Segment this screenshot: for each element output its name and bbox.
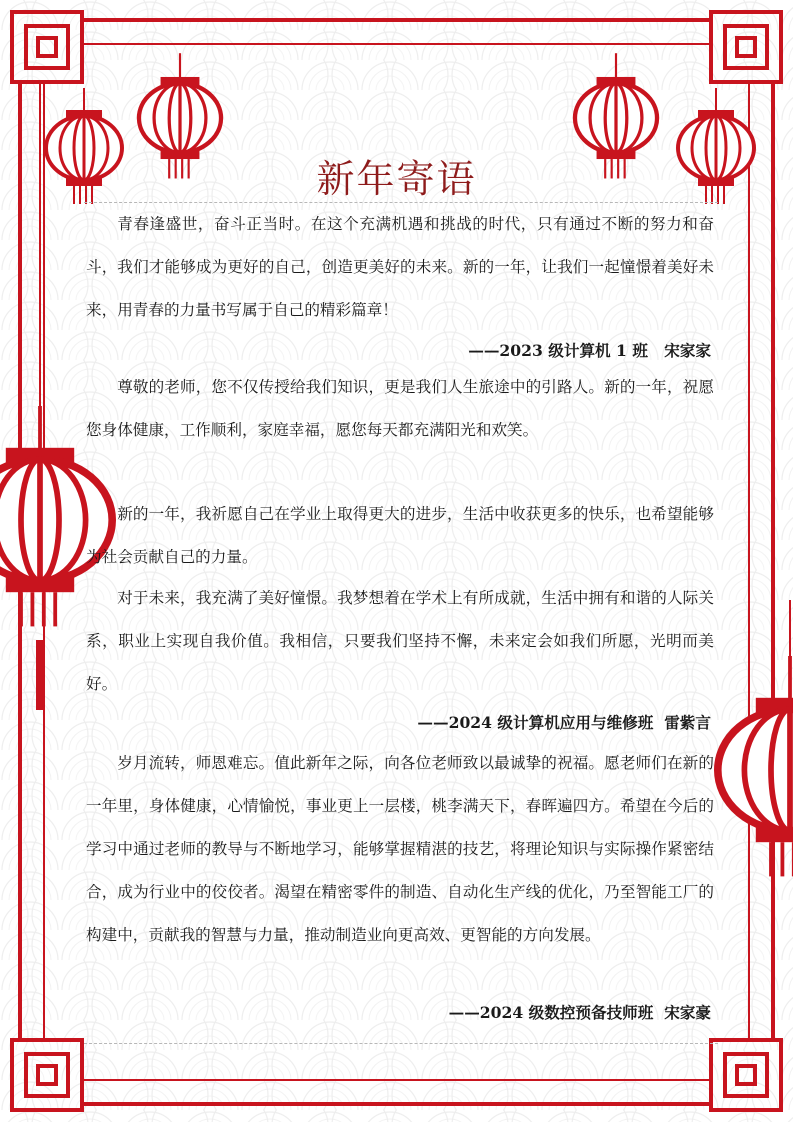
paragraph-1: 青春逢盛世，奋斗正当时。在这个充满机遇和挑战的时代，只有通过不断的努力和奋斗，我们才能够成为更好的自己，创造更美好的未来。新的一年，让我们一起憧憬着美好未来，用青春的力量书写属于自己的精彩篇章！ (86, 215, 714, 319)
signature-2: ——2024 级计算机应用与维修班 雷紫言 (417, 713, 711, 732)
page-title: 新年寄语 (316, 157, 477, 201)
paragraph-2: 尊敬的老师，您不仅传授给我们知识，更是我们人生旅途中的引路人。新的一年，祝愿您身体健康，工作顺利，家庭幸福，愿您每天都充满阳光和欢笑。 (86, 378, 714, 439)
signature-3: ——2024 级数控预备技师班 宋家豪 (448, 1003, 711, 1022)
bottom-divider (84, 1043, 718, 1044)
lantern-right-large (718, 656, 793, 876)
paragraph-4: 对于未来，我充满了美好憧憬。我梦想着在学术上有所成就，生活中拥有和谐的人际关系，职业上实现自我价值。我相信，只要我们坚持不懈，未来定会如我们所愿，光明而美好。 (86, 589, 714, 693)
paragraph-5: 岁月流转，师恩难忘。值此新年之际，向各位老师致以最诚挚的祝福。愿老师们在新的一年里，身体健康，心情愉悦，事业更上一层楼，桃李满天下，春晖遍四方。希望在今后的学习中通过老师的教导与不断地学习，能够掌握精湛的技艺，将理论知识与实际操作紧密结合，成为行业中的佼佼者。渴望在精密零件的制造、自动化生产线的优化，乃至智能工厂的构建中，贡献我的智慧与力量，推动制造业向更高效、更智能的方向发展。 (86, 754, 714, 944)
paragraph-3: 新的一年，我祈愿自己在学业上取得更大的进步，生活中收获更多的快乐，也希望能够为社会贡献自己的力量。 (86, 505, 714, 566)
signature-1: ——2023 级计算机 1 班 宋家家 (468, 341, 711, 360)
